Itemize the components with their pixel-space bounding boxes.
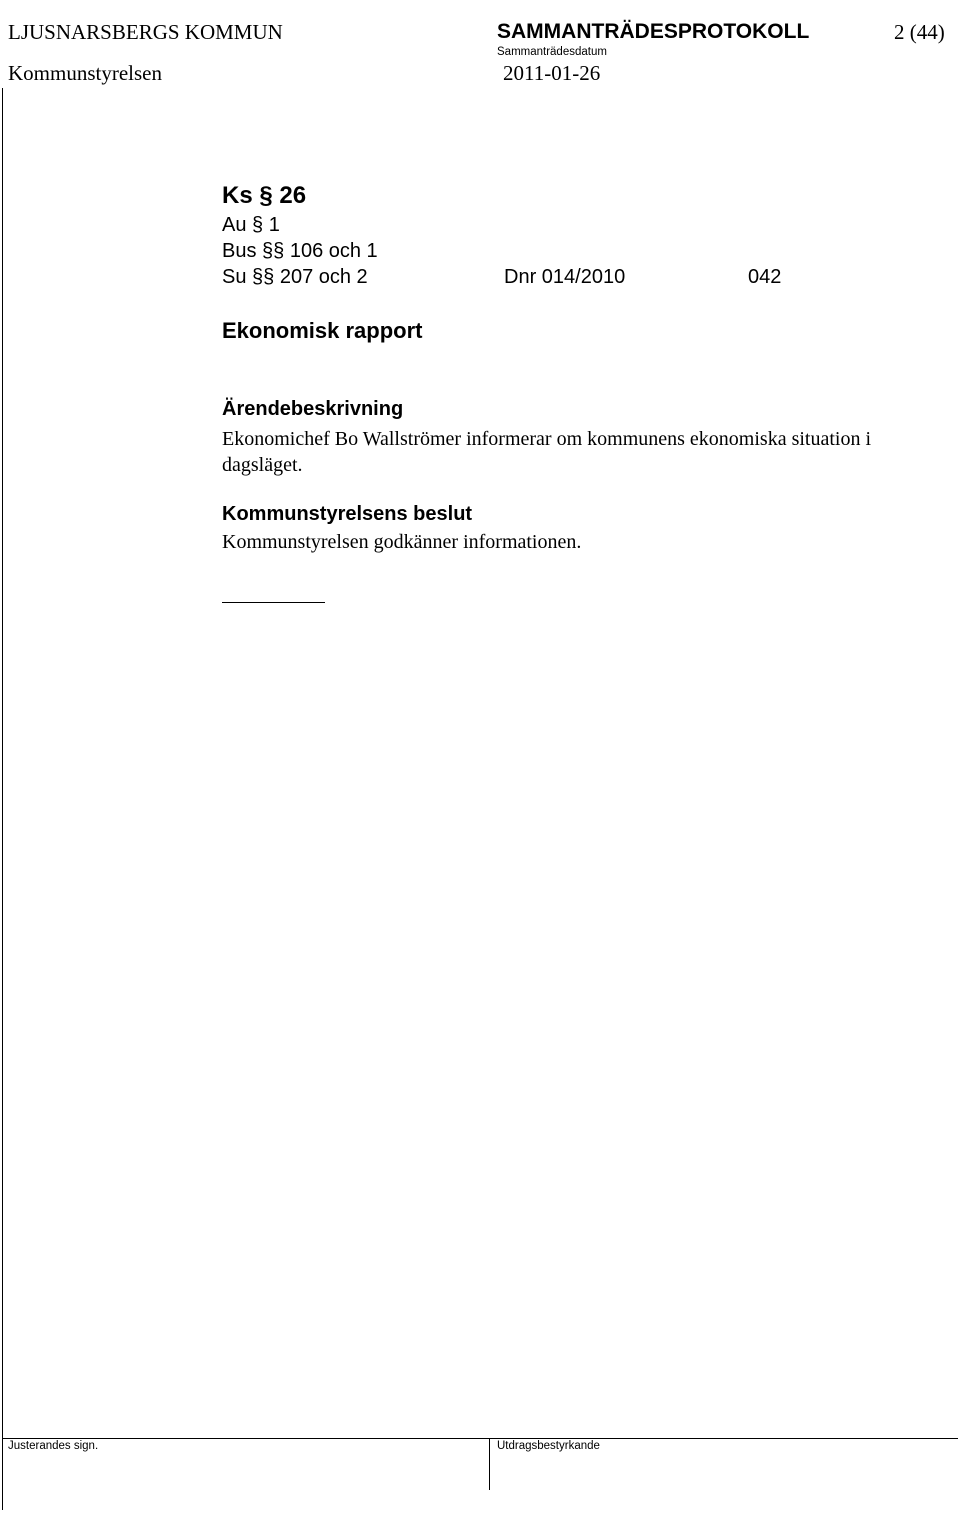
municipality-name: LJUSNARSBERGS KOMMUN <box>8 20 283 44</box>
case-classification-code: 042 <box>748 266 782 288</box>
main-paragraph-number: Ks § 26 <box>222 182 307 209</box>
decision-text: Kommunstyrelsen godkänner informationen. <box>222 531 582 553</box>
section-end-rule <box>222 602 325 603</box>
footer-top-rule <box>2 1438 958 1439</box>
case-diary-number: Dnr 014/2010 <box>504 266 626 288</box>
su-paragraph-reference: Su §§ 207 och 2 <box>222 266 368 288</box>
footer-column-divider <box>489 1438 490 1490</box>
description-heading: Ärendebeskrivning <box>222 398 404 420</box>
adjuster-signature-label: Justerandes sign. <box>8 1440 99 1452</box>
page-number: 2 (44) <box>894 20 945 44</box>
protocol-title: SAMMANTRÄDESPROTOKOLL <box>497 20 810 43</box>
bus-paragraph-reference: Bus §§ 106 och 1 <box>222 240 378 262</box>
page-frame-left-border <box>2 88 3 1510</box>
case-title: Ekonomisk rapport <box>222 318 423 343</box>
extract-certification-label: Utdragsbestyrkande <box>497 1440 600 1452</box>
description-text: Ekonomichef Bo Wallströmer informerar om kommunens ekonomiska situation i dagsläget. <box>222 428 872 476</box>
decision-heading: Kommunstyrelsens beslut <box>222 503 473 525</box>
au-paragraph-reference: Au § 1 <box>222 214 280 236</box>
meeting-date-caption: Sammanträdesdatum <box>497 46 607 58</box>
meeting-date: 2011-01-26 <box>503 61 601 85</box>
board-name: Kommunstyrelsen <box>8 61 162 85</box>
